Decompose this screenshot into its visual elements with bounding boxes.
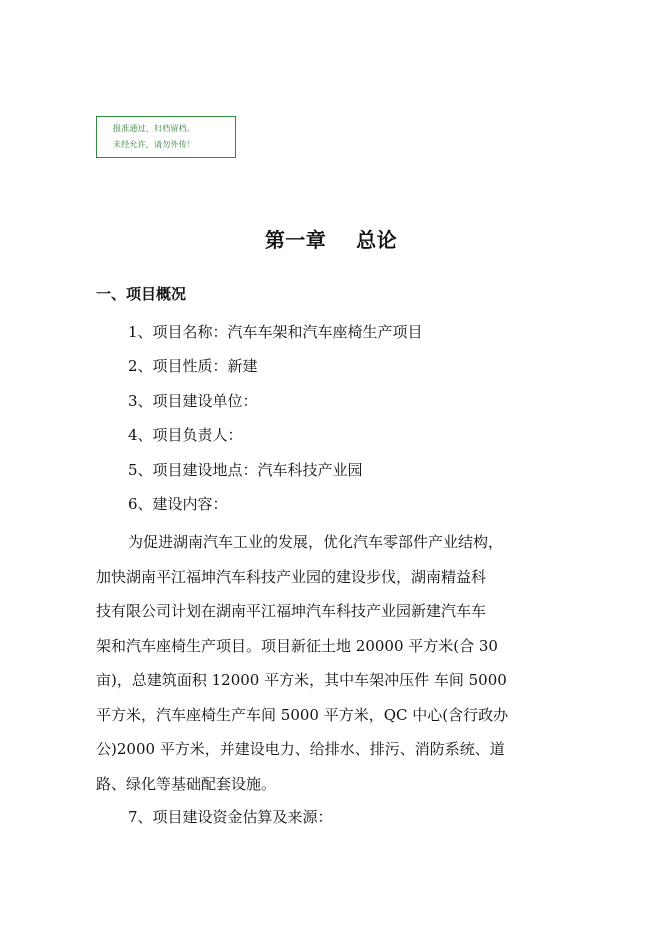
paragraph-line-5: 亩)，总建筑面积 12000 平方米，其中车架冲压件 车间 5000: [96, 671, 507, 689]
project-item-7: 7、项目建设资金估算及来源：: [128, 808, 333, 826]
paragraph-line-8: 路、绿化等基础配套设施。: [96, 774, 277, 793]
paragraph-line-4: 架和汽车座椅生产项目。项目新征土地 20000 平方米(合 30: [96, 636, 498, 655]
project-item-5: 5、项目建设地点：汽车科技产业园: [128, 461, 363, 479]
paragraph-line-1: 为促进湖南汽车工业的发展，优化汽车零部件产业结构，: [128, 533, 504, 551]
construction-content-paragraph: [96, 525, 571, 801]
chapter-title: 第一章 总论: [264, 228, 398, 252]
notice-stamp-line-2: 未经允许，请勿外传！: [113, 140, 195, 149]
paragraph-line-6: 平方米，汽车座椅生产车间 5000 平方米，QC 中心(含行政办: [96, 705, 509, 724]
project-item-4: 4、项目负责人：: [128, 426, 243, 444]
project-item-6: 6、建设内容：: [128, 495, 228, 513]
section-title: 一、项目概况: [96, 285, 187, 303]
paragraph-line-7: 公)2000 平方米，并建设电力、给排水、排污、消防系统、道: [96, 740, 505, 758]
paragraph-line-3: 技有限公司计划在湖南平江福坤汽车科技产业园新建汽车车: [96, 602, 487, 620]
project-item-3: 3、项目建设单位：: [128, 392, 258, 410]
paragraph-line-2: 加快湖南平江福坤汽车科技产业园的建设步伐，湖南精益科: [96, 567, 487, 586]
notice-stamp-line-1: 报准通过，归档留档。: [113, 124, 195, 133]
project-item-2: 2、项目性质：新建: [128, 357, 258, 375]
notice-stamp: [96, 116, 236, 158]
project-item-1: 1、项目名称：汽车车架和汽车座椅生产项目: [128, 323, 423, 341]
